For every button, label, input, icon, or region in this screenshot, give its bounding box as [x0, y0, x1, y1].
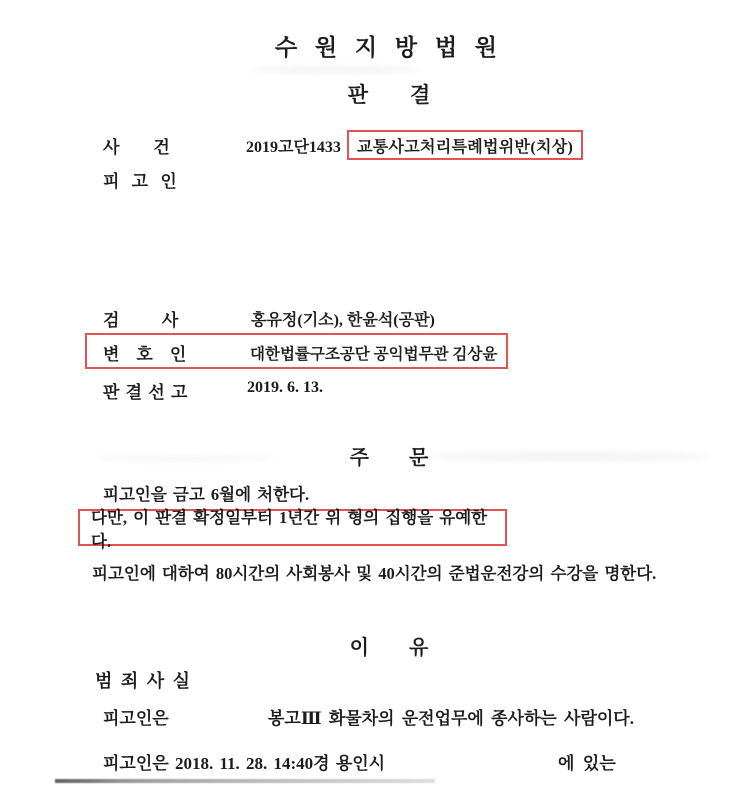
court-name: 수 원 지 방 법 원	[274, 35, 504, 60]
facts-line-1-text: 봉고Ⅲ 화물차의 운전업무에 종사하는 사람이다.	[268, 709, 634, 728]
facts-line-1-prefix: 피고인은	[103, 709, 169, 728]
case-label: 사 건	[103, 138, 170, 157]
counsel-value: 대한법률구조공단 공익법무관 김상윤	[250, 346, 498, 363]
scan-smudge	[250, 66, 420, 74]
prosecutor-value: 홍유정(기소), 한윤석(공판)	[251, 312, 435, 329]
order-highlight-box	[78, 507, 507, 551]
judgment-title: 판 결	[347, 83, 431, 107]
counsel-label: 변 호 인	[103, 345, 187, 364]
sentencing-date-value: 2019. 6. 13.	[247, 379, 323, 396]
sentencing-date-label: 판 결 선 고	[103, 383, 189, 402]
facts-line-2-suffix: 에 있는	[558, 754, 616, 773]
facts-line-2-prefix: 피고인은 2018. 11. 28. 14:40경 용인시	[103, 754, 386, 773]
reasons-heading: 이 유	[349, 637, 429, 659]
crime-facts-heading: 범 죄 사 실	[95, 671, 193, 691]
scan-artifact-cutoff-line	[55, 779, 435, 783]
charge-text: 교통사고처리특례법위반(치상)	[357, 138, 574, 156]
prosecutor-label: 검 사	[103, 311, 179, 330]
order-heading: 주 문	[349, 447, 429, 469]
order-line-1: 피고인을 금고 6월에 처한다.	[103, 485, 310, 504]
defendant-label: 피 고 인	[103, 172, 181, 191]
order-line-2: 다만, 이 판결 확정일부터 1년간 위 형의 집행을 유예한다.	[91, 507, 488, 551]
case-number: 2019고단1433	[246, 139, 341, 156]
charge-highlight-box	[347, 130, 583, 160]
order-line-3: 피고인에 대하여 80시간의 사회봉사 및 40시간의 준법운전강의 수강을 명한다.	[92, 564, 657, 583]
